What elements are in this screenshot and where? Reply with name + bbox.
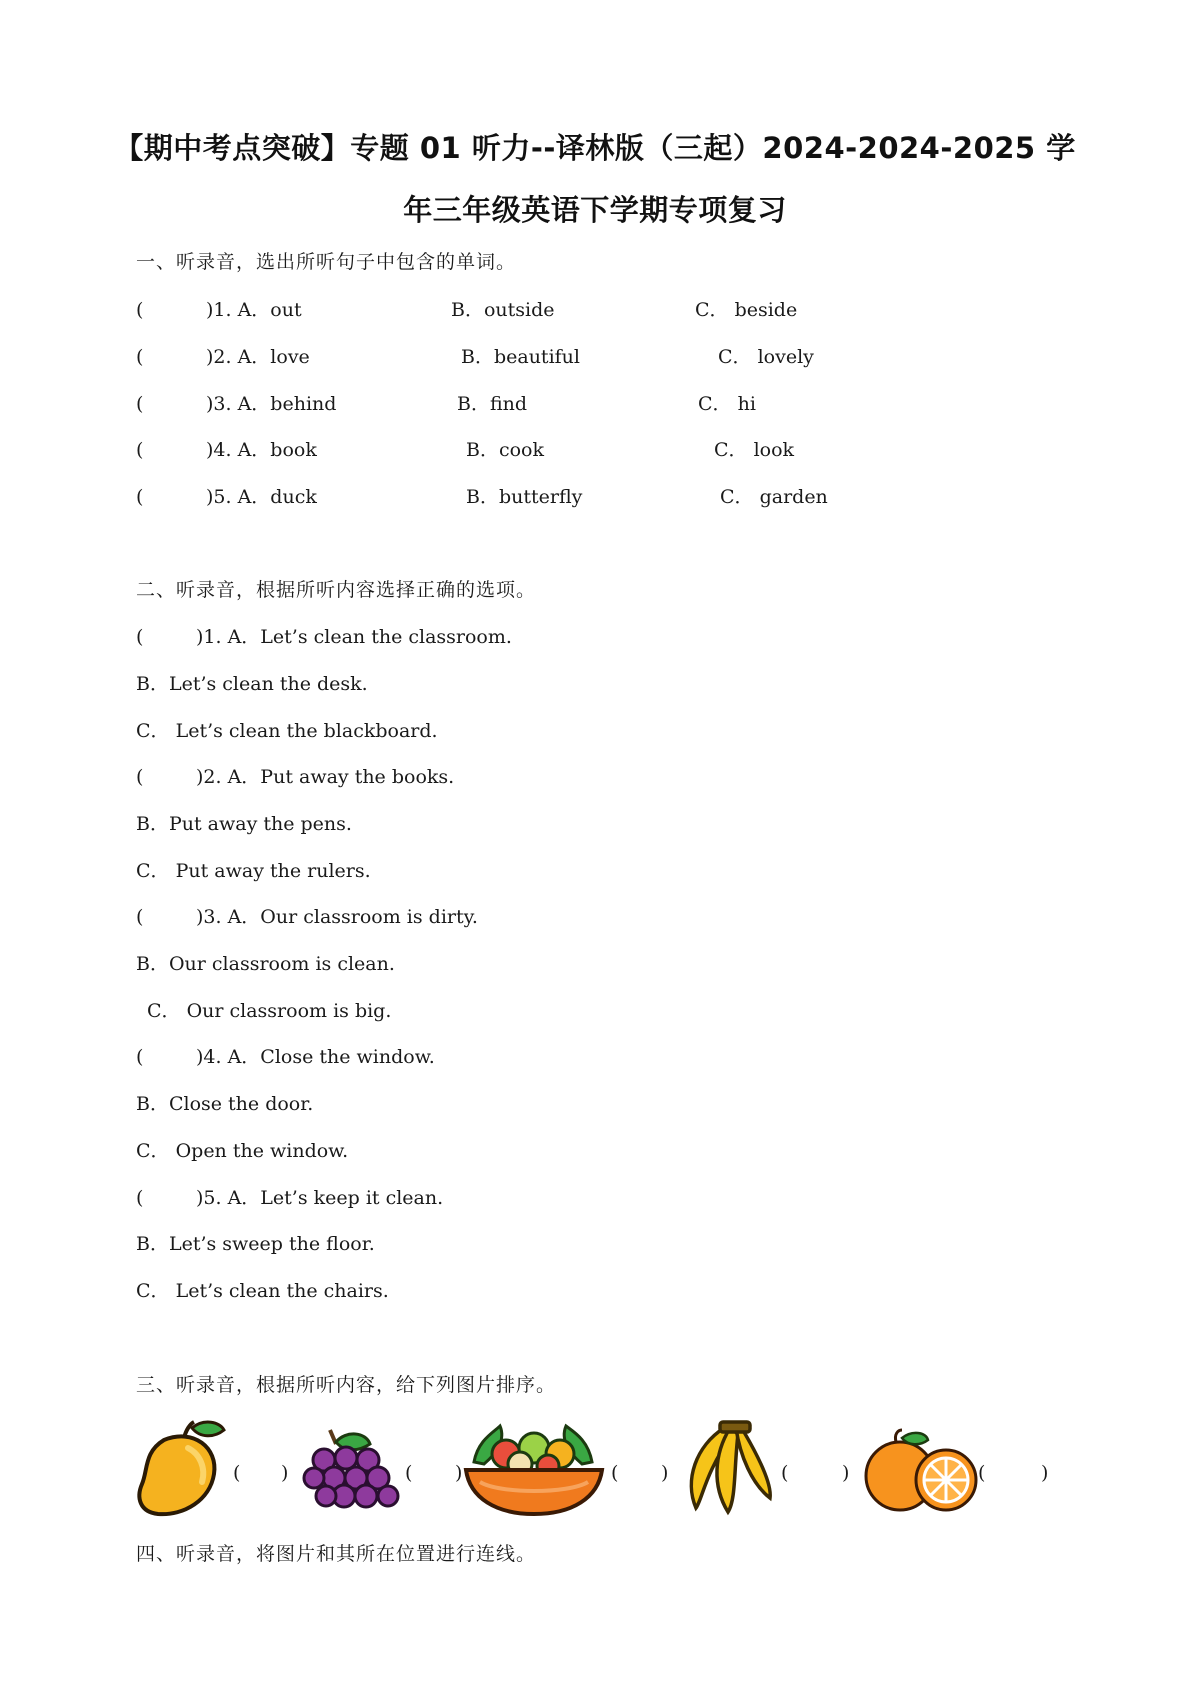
answer-blank-open-paren: ( bbox=[136, 906, 144, 928]
salad-bowl-icon bbox=[460, 1418, 608, 1518]
s1-q4-option-a: )4. A．book bbox=[206, 439, 317, 461]
answer-blank-open-paren: ( bbox=[136, 626, 144, 648]
s1-q5-option-b: B．butterfly bbox=[466, 486, 583, 508]
s2-q1-option-c: C． Let’s clean the blackboard. bbox=[136, 720, 438, 742]
answer-blank-close-paren: ) bbox=[1041, 1462, 1049, 1484]
s1-q5-option-c: C． garden bbox=[720, 486, 828, 508]
s2-q1-option-a: )1. A．Let’s clean the classroom. bbox=[196, 626, 512, 648]
s2-q2-option-a: )2. A．Put away the books. bbox=[196, 766, 455, 788]
s1-q2-option-a: )2. A．love bbox=[206, 346, 310, 368]
section-3-heading: 三、听录音，根据所听内容，给下列图片排序。 bbox=[136, 1374, 557, 1396]
answer-blank-open-paren: ( bbox=[136, 766, 144, 788]
s1-q5-option-a: )5. A．duck bbox=[206, 486, 317, 508]
grapes-icon bbox=[300, 1426, 413, 1514]
answer-blank-open-paren: ( bbox=[136, 299, 144, 321]
s1-q3-option-b: B．find bbox=[457, 393, 528, 415]
s2-q3-option-a: )3. A．Our classroom is dirty. bbox=[196, 906, 478, 928]
s2-q5-option-a: )5. A．Let’s keep it clean. bbox=[196, 1187, 444, 1209]
s2-q3-option-c: C． Our classroom is big. bbox=[147, 1000, 392, 1022]
answer-blank-open-paren: ( bbox=[233, 1462, 241, 1484]
section-2-heading: 二、听录音，根据所听内容选择正确的选项。 bbox=[136, 579, 537, 601]
answer-blank-open-paren: ( bbox=[136, 439, 144, 461]
answer-blank-close-paren: ) bbox=[842, 1462, 850, 1484]
answer-blank-open-paren: ( bbox=[136, 1187, 144, 1209]
answer-blank-open-paren: ( bbox=[136, 346, 144, 368]
s1-q3-option-a: )3. A．behind bbox=[206, 393, 337, 415]
answer-blank-close-paren: ) bbox=[281, 1462, 289, 1484]
s1-q4-option-b: B．cook bbox=[466, 439, 544, 461]
s2-q5-option-c: C． Let’s clean the chairs. bbox=[136, 1280, 389, 1302]
section-1-heading: 一、听录音，选出所听句子中包含的单词。 bbox=[136, 251, 517, 273]
section-4-heading: 四、听录音，将图片和其所在位置进行连线。 bbox=[136, 1543, 537, 1565]
answer-blank-close-paren: ) bbox=[455, 1462, 463, 1484]
s2-q5-option-b: B．Let’s sweep the floor. bbox=[136, 1233, 375, 1255]
answer-blank-open-paren: ( bbox=[136, 1046, 144, 1068]
bananas-icon bbox=[676, 1420, 776, 1518]
s2-q4-option-b: B．Close the door. bbox=[136, 1093, 314, 1115]
answer-blank-open-paren: ( bbox=[405, 1462, 413, 1484]
s2-q2-option-b: B．Put away the pens. bbox=[136, 813, 352, 835]
s1-q2-option-b: B．beautiful bbox=[461, 346, 580, 368]
s2-q1-option-b: B．Let’s clean the desk. bbox=[136, 673, 368, 695]
s1-q1-option-c: C． beside bbox=[695, 299, 798, 321]
s2-q4-option-a: )4. A．Close the window. bbox=[196, 1046, 435, 1068]
s1-q1-option-b: B．outside bbox=[451, 299, 555, 321]
answer-blank-open-paren: ( bbox=[136, 486, 144, 508]
s2-q4-option-c: C． Open the window. bbox=[136, 1140, 349, 1162]
answer-blank-open-paren: ( bbox=[978, 1462, 986, 1484]
answer-blank-open-paren: ( bbox=[611, 1462, 619, 1484]
answer-blank-open-paren: ( bbox=[136, 393, 144, 415]
orange-icon bbox=[862, 1428, 982, 1514]
s1-q1-option-a: )1. A．out bbox=[206, 299, 302, 321]
document-title-line-1: 【期中考点突破】专题 01 听力--译林版（三起）2024-2024-2025 学 bbox=[114, 131, 1076, 165]
answer-blank-open-paren: ( bbox=[781, 1462, 789, 1484]
document-title-line-2: 年三年级英语下学期专项复习 bbox=[403, 193, 787, 227]
s1-q2-option-c: C． lovely bbox=[718, 346, 814, 368]
mango-icon bbox=[134, 1418, 226, 1518]
s2-q3-option-b: B．Our classroom is clean. bbox=[136, 953, 395, 975]
answer-blank-close-paren: ) bbox=[661, 1462, 669, 1484]
s2-q2-option-c: C． Put away the rulers. bbox=[136, 860, 371, 882]
s1-q4-option-c: C． look bbox=[714, 439, 795, 461]
s1-q3-option-c: C． hi bbox=[698, 393, 756, 415]
